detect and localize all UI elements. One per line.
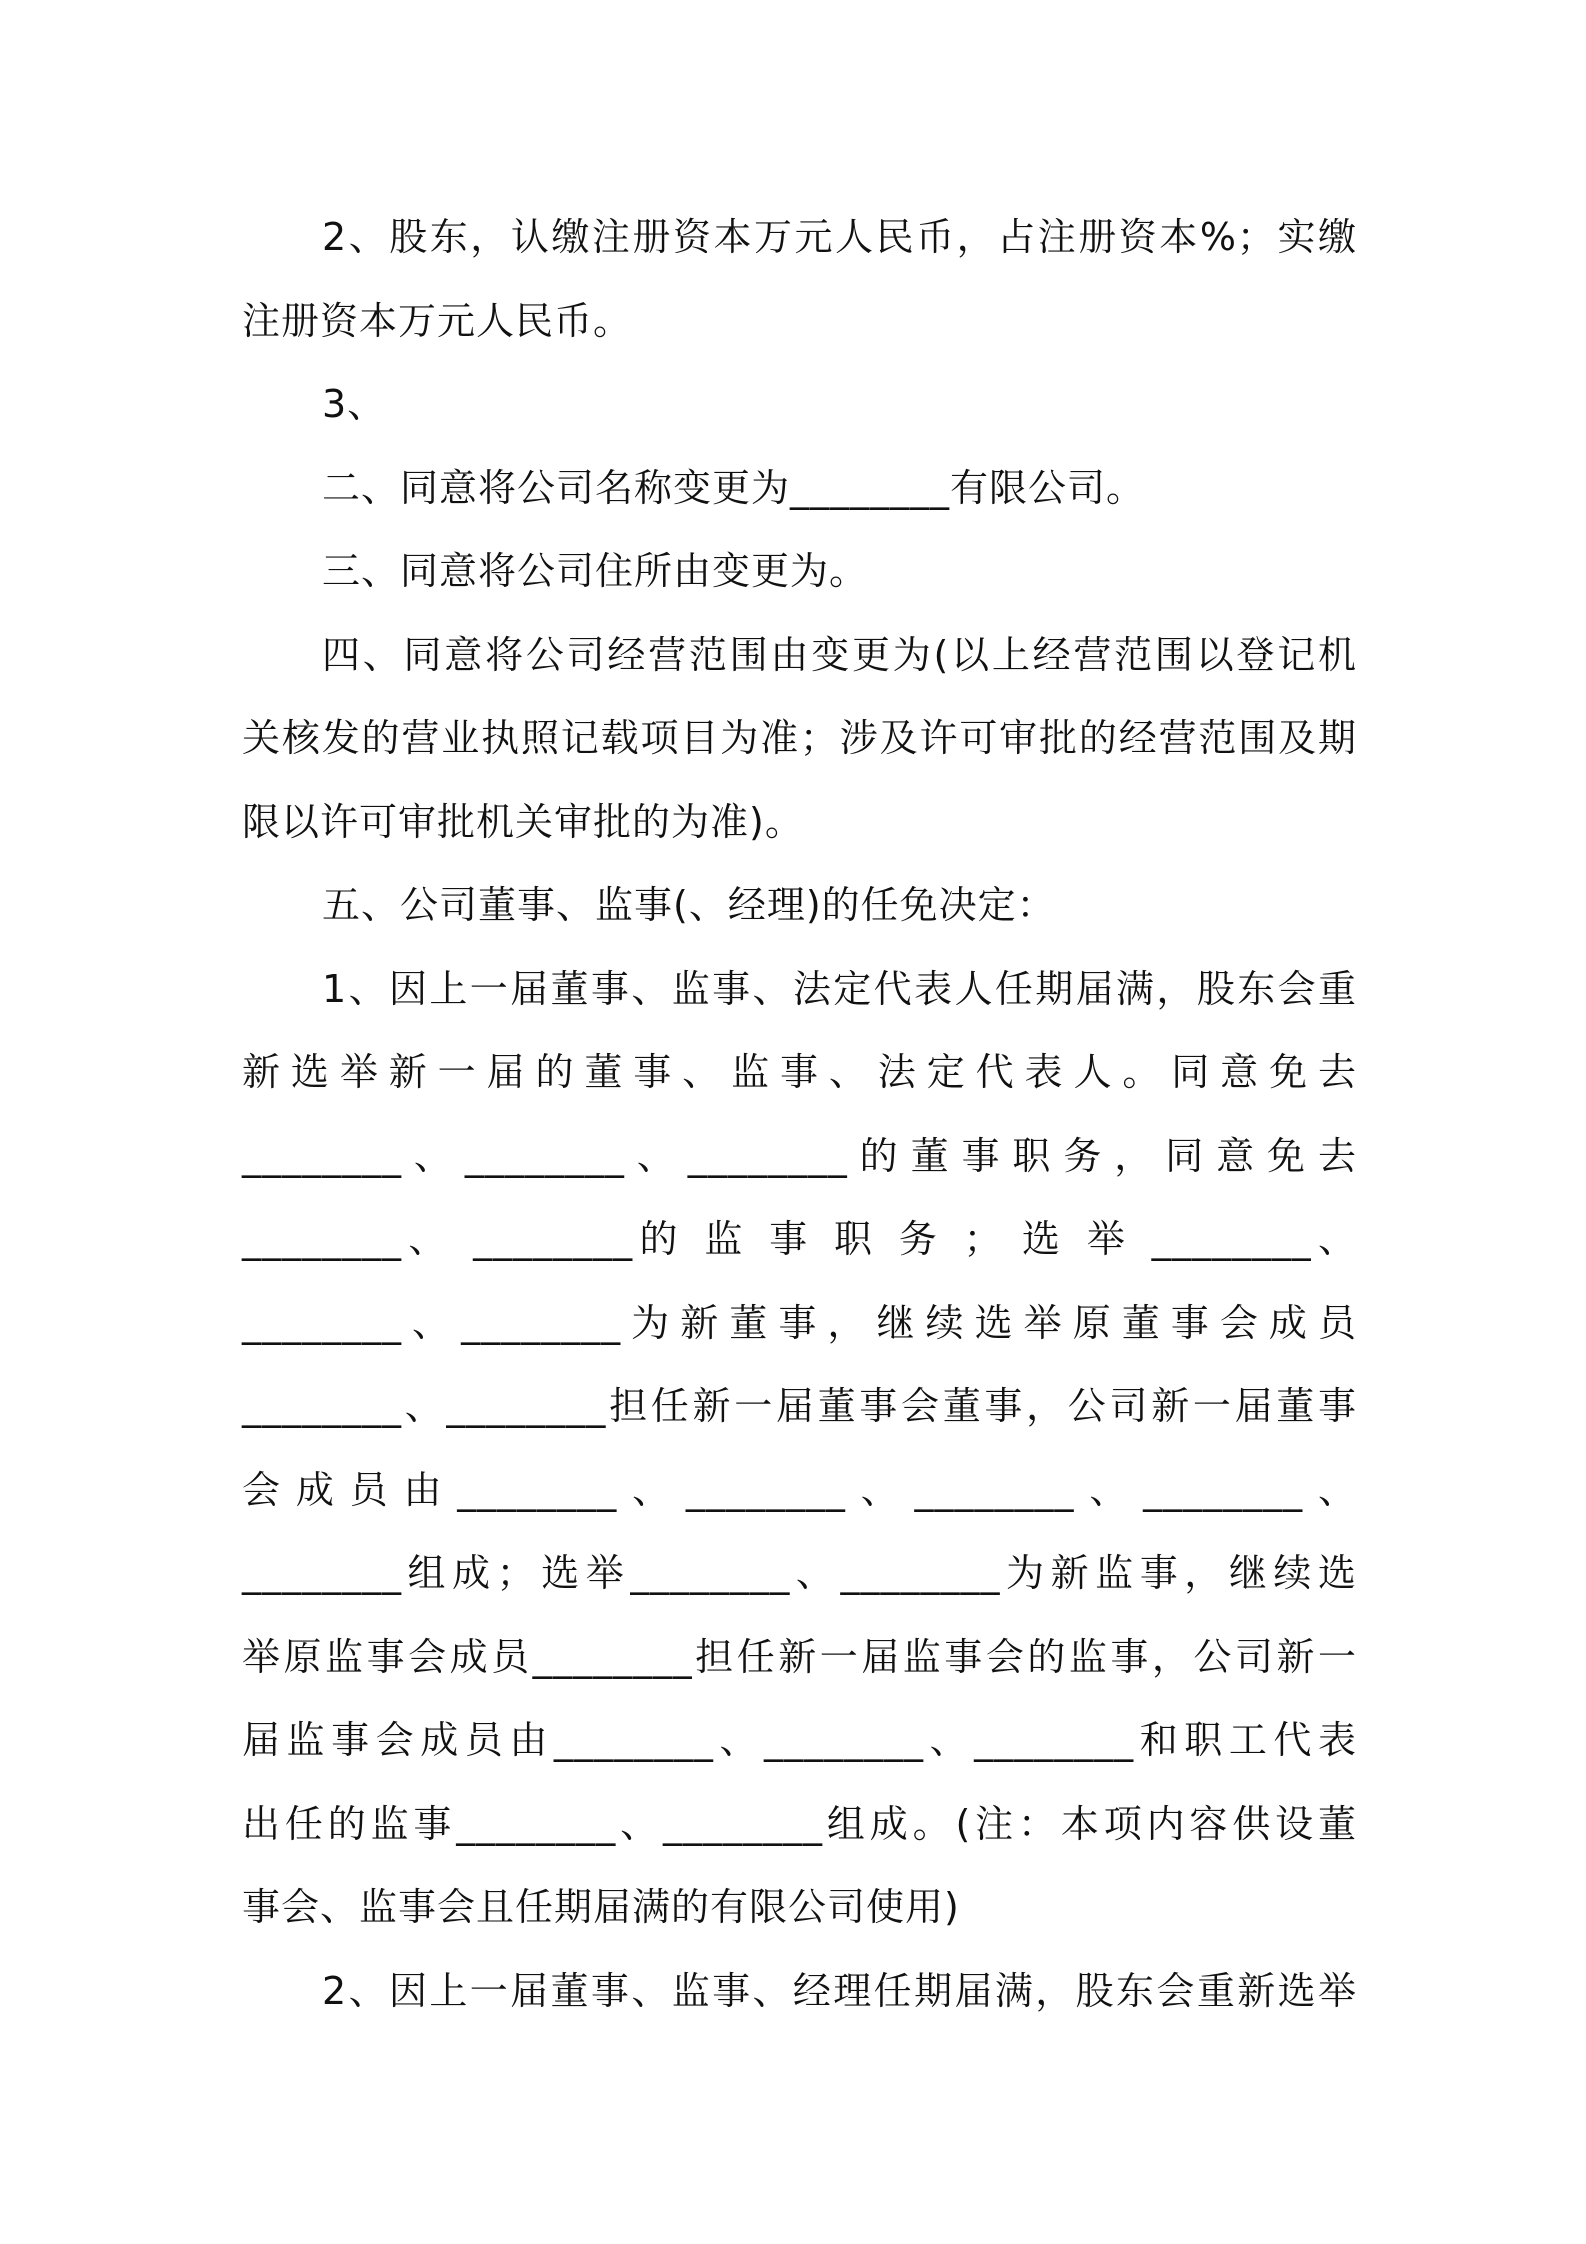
- text-line: 届监事会成员由________、________、________和职工代表: [242, 1718, 1357, 1762]
- text-line: 五、公司董事、监事(、经理)的任免决定：: [322, 883, 1056, 927]
- paragraph-appointments-1: [242, 948, 1357, 1950]
- text-line: ________组成；选举________、________为新监事，继续选: [242, 1551, 1357, 1595]
- text-line: 限以许可审批机关审批的为准)。: [242, 799, 804, 844]
- paragraph-appointments-2: [242, 1950, 1357, 2034]
- text-line: 1、因上一届董事、监事、法定代表人任期届满，股东会重: [322, 966, 1357, 1011]
- text-line: 2、股东，认缴注册资本万元人民币，占注册资本%；实缴: [322, 215, 1357, 259]
- text-line: 三、同意将公司住所由变更为。: [322, 549, 869, 593]
- text-line: 3、: [322, 382, 387, 426]
- text-line: ________、________、________的董事职务，同意免去: [242, 1133, 1357, 1178]
- document-body: [242, 196, 1357, 2033]
- text-line: 关核发的营业执照记载项目为准；涉及许可审批的经营范围及期: [242, 716, 1357, 760]
- text-line: ________、 ________的 监 事 职 务 ； 选 举 ________、: [242, 1217, 1357, 1261]
- paragraph-shareholder-2: [242, 196, 1357, 363]
- text-line: 出任的监事________、________组成。(注：本项内容供设董: [242, 1801, 1357, 1846]
- text-line: 二、同意将公司名称变更为________有限公司。: [322, 465, 1146, 510]
- paragraph-appointments-heading: [242, 864, 1357, 948]
- paragraph-company-address: [242, 530, 1357, 614]
- text-line: ________、________为新董事，继续选举原董事会成员: [242, 1300, 1357, 1345]
- text-line: 2、因上一届董事、监事、经理任期届满，股东会重新选举: [322, 1968, 1357, 2013]
- text-line: 注册资本万元人民币。: [242, 298, 633, 343]
- paragraph-item-3: [242, 363, 1357, 447]
- text-line: 新选举新一届的董事、监事、法定代表人。同意免去: [242, 1050, 1357, 1094]
- text-line: 会成员由________、________、________、________、: [242, 1467, 1357, 1512]
- text-line: ________、________担任新一届董事会董事，公司新一届董事: [242, 1384, 1357, 1428]
- paragraph-business-scope: [242, 614, 1357, 865]
- text-line: 事会、监事会且任期届满的有限公司使用): [242, 1885, 960, 1929]
- text-line: 四、同意将公司经营范围由变更为(以上经营范围以登记机: [322, 632, 1357, 677]
- paragraph-company-name: [242, 447, 1357, 531]
- text-line: 举原监事会成员________担任新一届监事会的监事，公司新一: [242, 1634, 1357, 1679]
